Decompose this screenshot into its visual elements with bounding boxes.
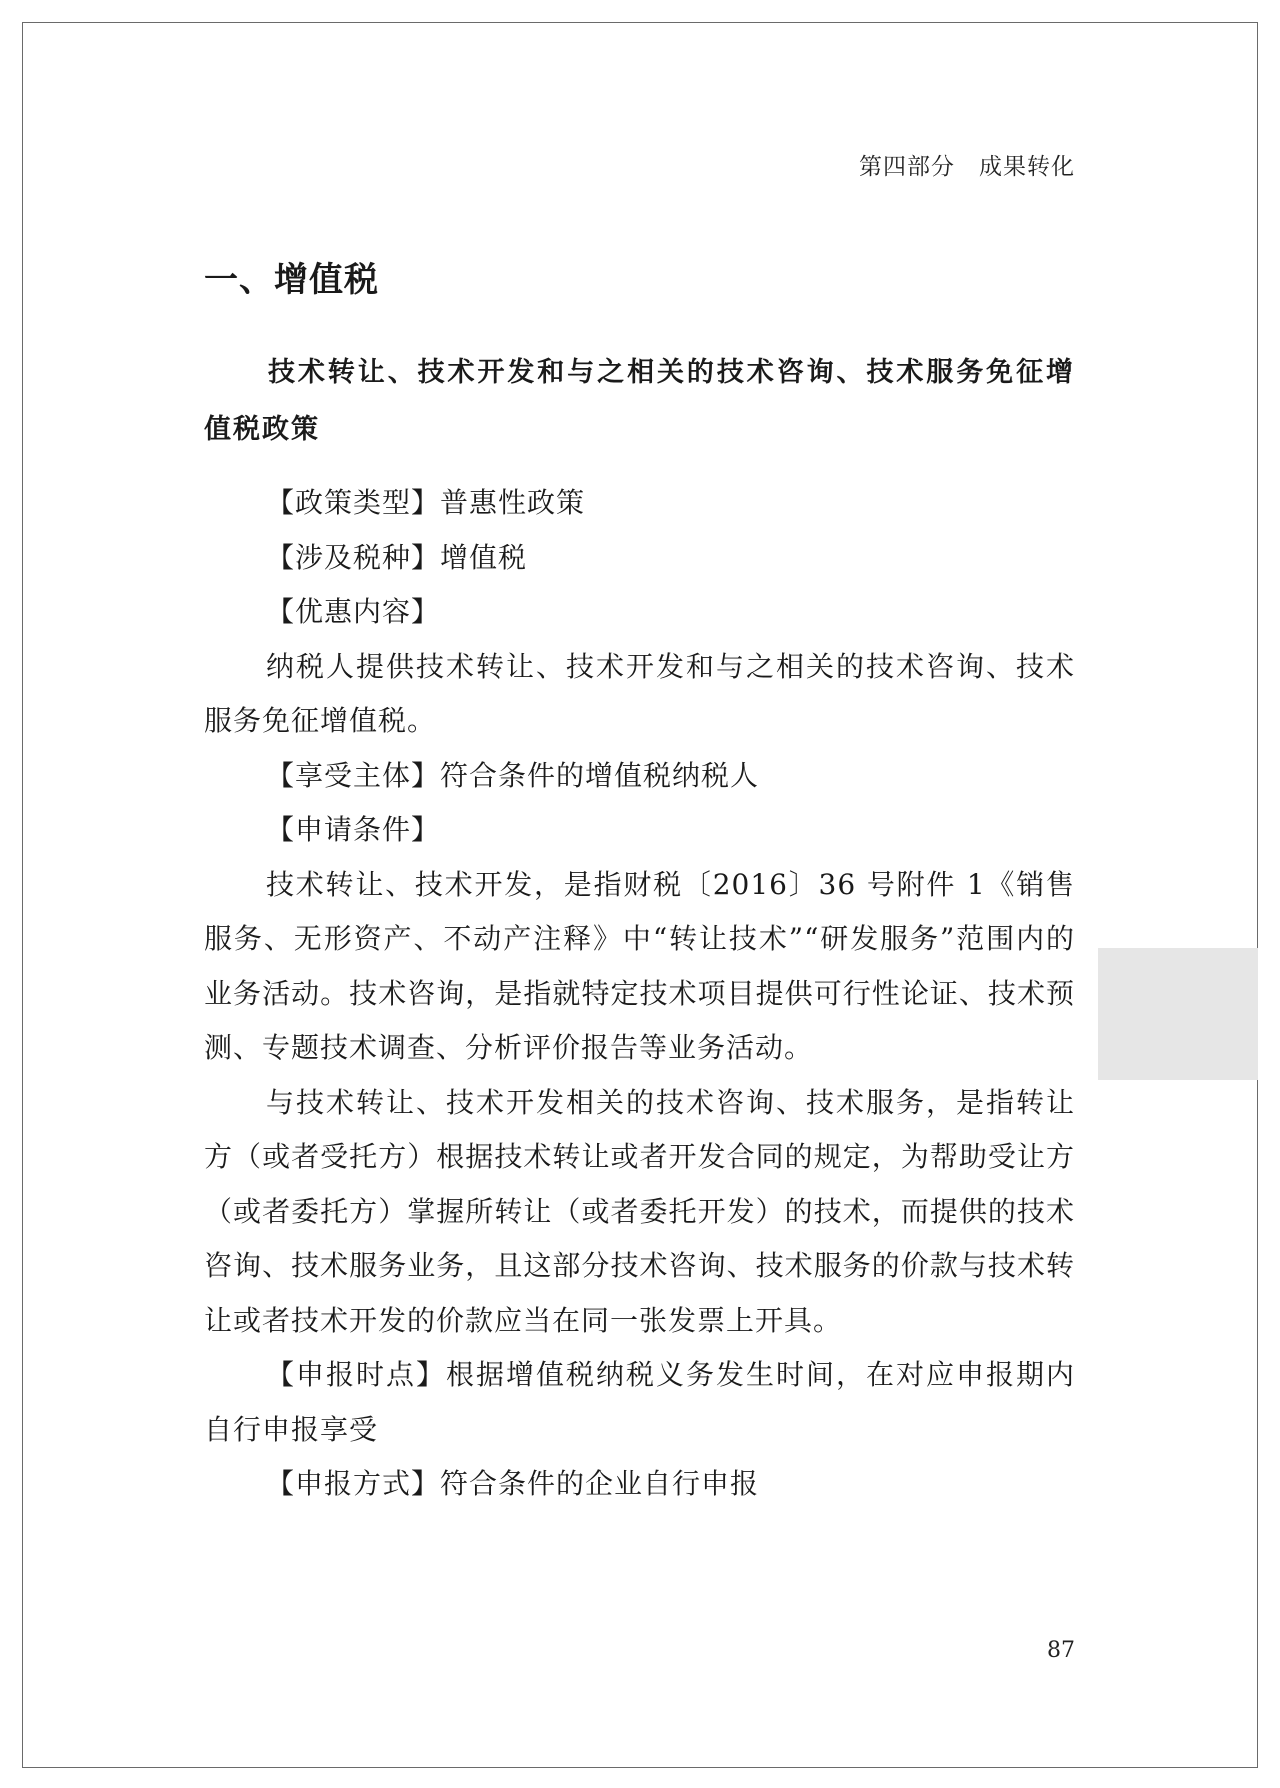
section-thumb-tab [1098, 948, 1258, 1080]
beneficiary-line: 【享受主体】符合条件的增值税纳税人 [266, 758, 760, 792]
filing-method-line: 【申报方式】符合条件的企业自行申报 [266, 1467, 760, 1500]
benefit-text: 纳税人提供技术转让、技术开发和与之相关的技术咨询、技术服务免征增值税。 [204, 649, 1075, 737]
conditions-text-1: 技术转让、技术开发，是指财税〔2016〕36 号附件 1《销售服务、无形资产、不动产注释》中“转让技术”“研发服务”范围内的业务活动。技术咨询，是指就特定技术项目提供可行性论证、技术预测、专题技术调查、分析评价报告等业务活动。 [204, 867, 1075, 1064]
filing-time-line: 【申报时点】根据增值税纳税义务发生时间，在对应申报期内自行申报享受 [204, 1358, 1075, 1446]
conditions-heading: 【申请条件】 [266, 813, 441, 846]
tax-type-line: 【涉及税种】增值税 [266, 540, 528, 574]
running-header: 第四部分 成果转化 [859, 154, 1075, 180]
conditions-text-2: 与技术转让、技术开发相关的技术咨询、技术服务，是指转让方（或者受托方）根据技术转让或者开发合同的规定，为帮助受让方（或者委托方）掌握所转让（或者委托开发）的技术，而提供的技术咨询、技术服务业务，且这部分技术咨询、技术服务的价款与技术转让或者技术开发的价款应当在同一张发票上开具。 [204, 1085, 1075, 1337]
policy-type-line: 【政策类型】普惠性政策 [266, 486, 586, 519]
policy-body [204, 476, 1075, 1512]
section-title: 一、增值税 [204, 260, 379, 300]
page-number: 87 [1047, 1638, 1075, 1663]
policy-title: 技术转让、技术开发和与之相关的技术咨询、技术服务免征增值税政策 [204, 357, 1075, 445]
benefit-heading: 【优惠内容】 [266, 595, 441, 628]
